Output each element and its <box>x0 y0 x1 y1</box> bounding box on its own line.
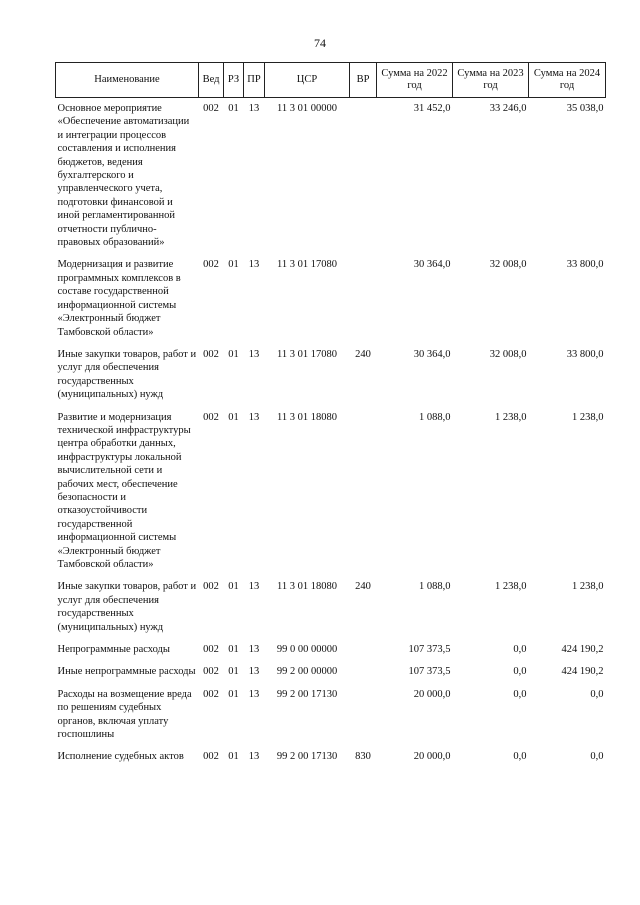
header-pr: ПР <box>244 63 265 98</box>
row-sum-2022: 20 000,0 <box>413 751 451 763</box>
row-pr: 13 <box>248 751 260 763</box>
row-rz: 01 <box>228 751 239 763</box>
row-rz: 01 <box>228 411 239 423</box>
row-ved: 002 <box>203 259 219 271</box>
row-rz: 01 <box>228 666 239 678</box>
row-sum-2023: 32 008,0 <box>489 348 527 360</box>
row-sum-2024: 424 190,2 <box>561 644 604 656</box>
row-ved: 002 <box>203 581 219 593</box>
row-sum-2023: 0,0 <box>513 688 527 700</box>
row-csr: 99 0 00 00000 <box>276 644 338 656</box>
row-rz: 01 <box>228 259 239 271</box>
row-vr <box>350 639 377 661</box>
row-sum-2022: 1 088,0 <box>419 581 451 593</box>
row-csr: 99 2 00 00000 <box>276 666 338 678</box>
table-row <box>56 98 606 255</box>
row-sum-2023: 1 238,0 <box>495 411 527 423</box>
row-sum-2023: 1 238,0 <box>495 581 527 593</box>
budget-table <box>55 62 606 769</box>
row-pr: 13 <box>248 348 260 360</box>
row-sum-2023: 0,0 <box>513 666 527 678</box>
row-name: Исполнение судебных актов <box>57 751 184 763</box>
row-name: Расходы на возмещение вреда по решениям судебных органов, включая уплату госпошлины <box>57 688 192 741</box>
table-row <box>56 661 606 683</box>
table-row <box>56 639 606 661</box>
row-name: Иные непрограммные расходы <box>57 666 196 678</box>
row-sum-2022: 1 088,0 <box>419 411 451 423</box>
row-sum-2024: 0,0 <box>590 688 604 700</box>
row-vr <box>350 407 377 577</box>
row-csr: 11 3 01 18080 <box>277 581 337 593</box>
row-sum-2024: 0,0 <box>590 751 604 763</box>
header-row <box>56 63 606 98</box>
table-row <box>56 344 606 407</box>
row-name: Модернизация и развитие программных комплексов в составе государственной информационной системы «Электронный бюджет Тамбовской области» <box>57 259 181 338</box>
row-csr: 11 3 01 17080 <box>277 348 337 360</box>
row-vr: 240 <box>355 581 371 593</box>
row-sum-2022: 30 364,0 <box>413 259 451 271</box>
row-vr <box>350 98 377 255</box>
table-row <box>56 407 606 577</box>
row-sum-2022: 30 364,0 <box>413 348 451 360</box>
table-row <box>56 576 606 639</box>
header-ved: Вед <box>199 63 224 98</box>
row-pr: 13 <box>248 411 260 423</box>
row-rz: 01 <box>228 688 239 700</box>
row-rz: 01 <box>228 348 239 360</box>
row-sum-2023: 0,0 <box>513 751 527 763</box>
row-ved: 002 <box>203 666 219 678</box>
row-sum-2024: 35 038,0 <box>566 103 604 114</box>
table-header <box>56 63 606 98</box>
row-name: Иные закупки товаров, работ и услуг для обеспечения государственных (муниципальных) нужд <box>57 581 197 633</box>
row-sum-2024: 1 238,0 <box>572 581 604 593</box>
row-vr <box>350 684 377 747</box>
row-pr: 13 <box>248 103 260 114</box>
row-name: Основное мероприятие «Обеспечение автоматизации и интеграции процессов составления и исполнения бюджетов, ведения бухгалтерского и управленческого учета, подготовки финансовой и иной регламентированной отчетности публично-правовых образований» <box>57 103 190 249</box>
header-sum-2022: Сумма на 2022 год <box>377 63 453 98</box>
row-ved: 002 <box>203 751 219 763</box>
row-sum-2024: 33 800,0 <box>566 348 604 360</box>
row-ved: 002 <box>203 348 219 360</box>
header-rz: РЗ <box>224 63 244 98</box>
row-name: Иные закупки товаров, работ и услуг для обеспечения государственных (муниципальных) нужд <box>57 348 197 401</box>
header-vr: ВР <box>350 63 377 98</box>
row-rz: 01 <box>228 103 239 114</box>
row-sum-2022: 107 373,5 <box>408 644 451 656</box>
header-csr: ЦСР <box>265 63 350 98</box>
row-csr: 11 3 01 00000 <box>277 103 337 114</box>
row-sum-2024: 424 190,2 <box>561 666 604 678</box>
row-sum-2023: 0,0 <box>513 644 527 656</box>
row-csr: 99 2 00 17130 <box>276 751 338 763</box>
row-pr: 13 <box>248 666 260 678</box>
row-pr: 13 <box>248 688 260 700</box>
table-body <box>56 98 606 769</box>
row-ved: 002 <box>203 103 219 114</box>
row-vr: 830 <box>355 751 371 763</box>
row-sum-2022: 31 452,0 <box>413 103 451 114</box>
header-sum-2023: Сумма на 2023 год <box>453 63 529 98</box>
row-vr <box>350 254 377 343</box>
row-ved: 002 <box>203 411 219 423</box>
row-name: Развитие и модернизация технической инфраструктуры центра обработки данных, инфраструктуры локальной вычислительной сети и рабочих мест, обеспечение безопасности и отказоустойчивости государственной информационной системы «Электронный бюджет Тамбовской области» <box>57 411 191 570</box>
row-vr <box>350 661 377 683</box>
row-sum-2024: 1 238,0 <box>572 411 604 423</box>
row-rz: 01 <box>228 581 239 593</box>
row-pr: 13 <box>248 259 260 271</box>
row-sum-2023: 32 008,0 <box>489 259 527 271</box>
row-sum-2023: 33 246,0 <box>489 103 527 114</box>
table-row <box>56 254 606 343</box>
table-row <box>56 684 606 747</box>
page-number: 74 <box>314 36 326 50</box>
row-pr: 13 <box>248 581 260 593</box>
row-ved: 002 <box>203 688 219 700</box>
row-csr: 11 3 01 17080 <box>277 259 337 271</box>
row-csr: 99 2 00 17130 <box>276 688 338 700</box>
table-row <box>56 746 606 768</box>
row-sum-2022: 107 373,5 <box>408 666 451 678</box>
row-vr: 240 <box>355 348 371 360</box>
row-csr: 11 3 01 18080 <box>277 411 337 423</box>
row-sum-2024: 33 800,0 <box>566 259 604 271</box>
row-sum-2022: 20 000,0 <box>413 688 451 700</box>
row-rz: 01 <box>228 644 239 656</box>
header-sum-2024: Сумма на 2024 год <box>529 63 606 98</box>
row-pr: 13 <box>248 644 260 656</box>
row-name: Непрограммные расходы <box>57 644 170 656</box>
header-name: Наименование <box>56 63 199 98</box>
row-ved: 002 <box>203 644 219 656</box>
